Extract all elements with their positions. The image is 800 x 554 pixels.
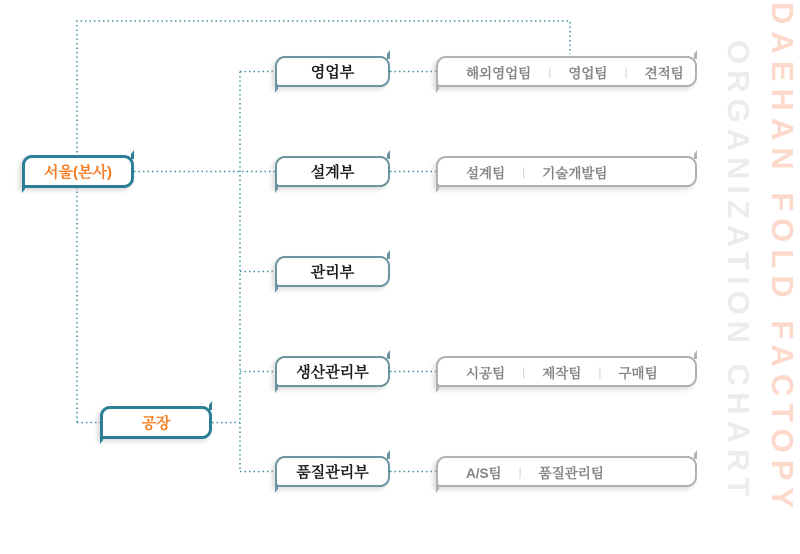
team-separator: | (548, 64, 552, 79)
team-separator: | (518, 464, 522, 479)
node-label: 생산관리부 (296, 364, 369, 381)
team-label: 설계팀 (466, 165, 506, 181)
team-label: 견적팀 (644, 65, 684, 81)
team-separator: | (522, 364, 526, 379)
node-label: 공장 (141, 415, 171, 432)
team-label: A/S팀 (466, 465, 502, 481)
node-dept-design (275, 156, 390, 187)
team-label: 영업팀 (568, 65, 608, 81)
node-dept-admin (275, 256, 390, 287)
team-label: 시공팀 (466, 365, 506, 381)
node-label: 관리부 (310, 264, 355, 281)
node-dept-production (275, 356, 390, 387)
node-label: 영업부 (310, 64, 355, 81)
team-label: 품질관리팀 (538, 465, 604, 481)
team-label: 기술개발팀 (542, 165, 608, 181)
team-separator: | (598, 364, 602, 379)
node-label: 서울(본사) (44, 164, 112, 181)
team-separator: | (624, 64, 628, 79)
node-teams-design (436, 156, 697, 187)
node-teams-sales (436, 56, 697, 87)
team-separator: | (522, 164, 526, 179)
node-dept-quality (275, 456, 390, 487)
team-label: 제작팀 (542, 365, 582, 381)
node-factory (100, 406, 212, 439)
team-label: 구매팀 (618, 365, 658, 381)
watermark-organization-chart: ORGANIZATION CHART (721, 40, 756, 503)
team-label: 해외영업팀 (466, 65, 532, 81)
node-teams-production (436, 356, 697, 387)
node-label: 설계부 (310, 164, 355, 181)
node-dept-sales (275, 56, 390, 87)
node-teams-quality (436, 456, 697, 487)
watermark-company-name: DAEHAN FOLD FACTOPY (765, 2, 800, 516)
node-label: 품질관리부 (296, 464, 369, 481)
node-seoul-headquarters (22, 155, 134, 188)
